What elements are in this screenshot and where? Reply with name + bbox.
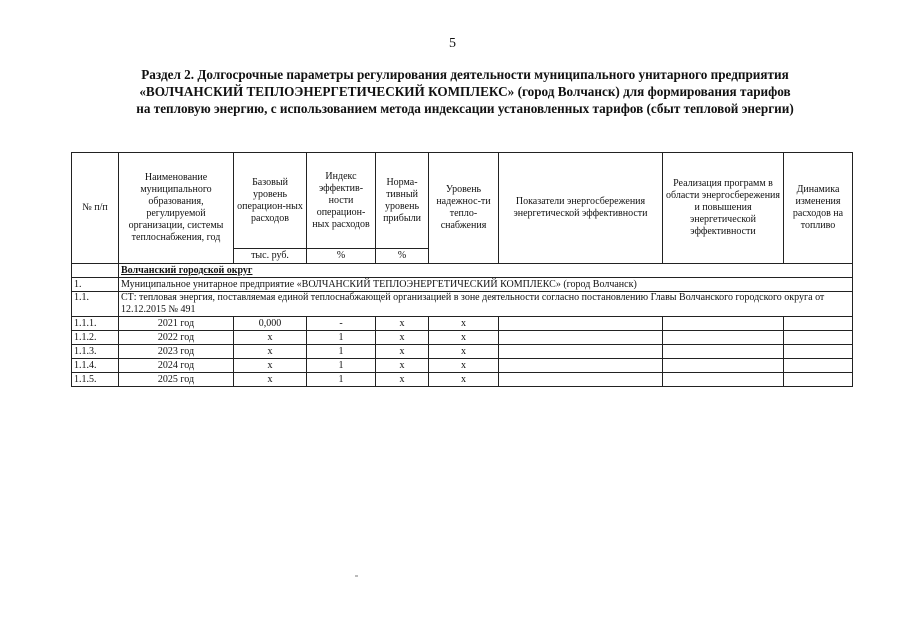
row-norm: х [376,359,429,373]
row-indicators [499,359,663,373]
row-reliability: х [429,317,499,331]
row-norm: х [376,331,429,345]
district-row [72,264,853,278]
system-description: СТ: тепловая энергия, поставляемая единой теплоснабжающей организацией в зоне деятельности согласно постановлению Главы Волчанского городского округа от 12.12.2015 № 491 [119,292,853,317]
table-row [72,373,853,387]
row-year: 2022 год [119,331,234,345]
row-fuel [784,359,853,373]
header-efficiency-index: Индекс эффектив-ности операцион-ных расходов [307,153,376,249]
row-indicators [499,373,663,387]
header-name: Наименование муниципального образования, регулируемой организации, системы теплоснабжения, год [119,153,234,264]
row-year: 2024 год [119,359,234,373]
row-indicators [499,331,663,345]
row-reliability: х [429,331,499,345]
org-row [72,278,853,292]
row-base: 0,000 [234,317,307,331]
row-programs [663,373,784,387]
row-reliability: х [429,373,499,387]
section-title [70,66,860,117]
scan-speck [355,575,358,577]
row-norm: х [376,317,429,331]
row-fuel [784,331,853,345]
system-num: 1.1. [72,292,119,317]
header-programs: Реализация программ в области энергосбережения и повышения энергетической эффективности [663,153,784,264]
parameters-table [71,152,853,387]
title-line-1: Раздел 2. Долгосрочные параметры регулирования деятельности муниципального унитарного предприятия [141,67,789,82]
row-reliability: х [429,345,499,359]
title-line-3: на тепловую энергию, с использованием метода индексации установленных тарифов (сбыт тепловой энергии) [136,101,794,116]
unit-norm: % [376,249,429,264]
row-num: 1.1.4. [72,359,119,373]
row-base: х [234,345,307,359]
table-row [72,317,853,331]
row-programs [663,359,784,373]
row-fuel [784,317,853,331]
table-row [72,331,853,345]
row-base: х [234,331,307,345]
title-line-2: «ВОЛЧАНСКИЙ ТЕПЛОЭНЕРГЕТИЧЕСКИЙ КОМПЛЕКС» (город Волчанск) для формирования тарифов [139,84,791,99]
row-fuel [784,345,853,359]
row-programs [663,317,784,331]
row-base: х [234,359,307,373]
row-fuel [784,373,853,387]
header-row [72,153,853,249]
header-energy-indicators: Показатели энергосбережения энергетической эффективности [499,153,663,264]
row-norm: х [376,345,429,359]
row-index: 1 [307,359,376,373]
row-year: 2025 год [119,373,234,387]
row-num: 1.1.5. [72,373,119,387]
row-programs [663,331,784,345]
row-index: 1 [307,345,376,359]
org-name: Муниципальное унитарное предприятие «ВОЛЧАНСКИЙ ТЕПЛОЭНЕРГЕТИЧЕСКИЙ КОМПЛЕКС» (город Волчанск) [119,278,853,292]
row-programs [663,345,784,359]
row-indicators [499,345,663,359]
table-row [72,345,853,359]
row-num: 1.1.2. [72,331,119,345]
row-num: 1.1.3. [72,345,119,359]
org-num: 1. [72,278,119,292]
row-norm: х [376,373,429,387]
row-indicators [499,317,663,331]
table-row [72,359,853,373]
header-num: № п/п [72,153,119,264]
system-row [72,292,853,317]
header-normative-profit: Норма-тивный уровень прибыли [376,153,429,249]
row-index: 1 [307,373,376,387]
page-number: 5 [449,36,456,51]
row-index: 1 [307,331,376,345]
district-num [72,264,119,278]
header-fuel-dynamics: Динамика изменения расходов на топливо [784,153,853,264]
header-base-opex: Базовый уровень операцион-ных расходов [234,153,307,249]
row-reliability: х [429,359,499,373]
unit-base: тыс. руб. [234,249,307,264]
header-reliability: Уровень надежнос-ти тепло-снабжения [429,153,499,264]
row-num: 1.1.1. [72,317,119,331]
row-year: 2023 год [119,345,234,359]
unit-index: % [307,249,376,264]
row-index: - [307,317,376,331]
district-name: Волчанский городской округ [121,264,253,276]
row-year: 2021 год [119,317,234,331]
row-base: х [234,373,307,387]
